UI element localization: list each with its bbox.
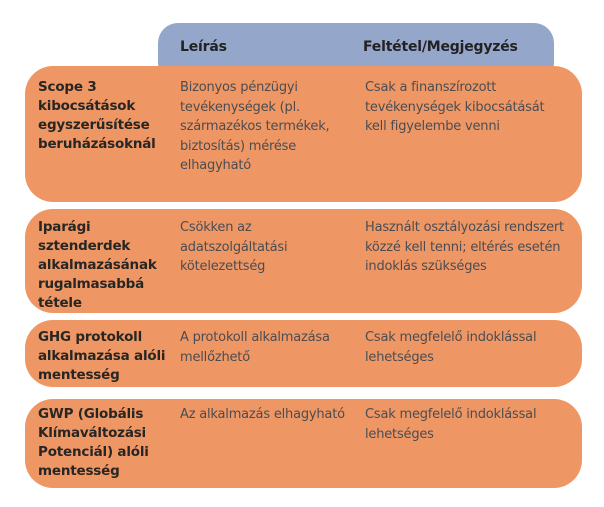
- column-header-condition: Feltétel/Megjegyzés: [363, 39, 518, 55]
- row-condition: Használt osztályozási rendszert közzé kell tenni; eltérés esetén indoklás szükséges: [365, 220, 564, 274]
- table-row: [25, 66, 582, 202]
- row-description: Az alkalmazás elhagyható: [180, 407, 345, 422]
- row-description: A protokoll alkalmazása mellőzhető: [180, 330, 330, 365]
- table-row: [25, 209, 582, 313]
- row-condition: Csak megfelelő indoklással lehetséges: [365, 407, 537, 442]
- row-condition: Csak megfelelő indoklással lehetséges: [365, 330, 537, 365]
- column-header-description: Leírás: [180, 39, 227, 55]
- table-row: [25, 399, 582, 488]
- table-row: [25, 320, 582, 387]
- row-description: Csökken az adatszolgáltatási kötelezettség: [180, 220, 288, 274]
- row-description: Bizonyos pénzügyi tevékenységek (pl. származékos termékek, biztosítás) mérése elhagyható: [180, 80, 330, 173]
- row-title: Iparági sztenderdek alkalmazásának rugalmasabbá tétele: [38, 219, 157, 311]
- row-title: GWP (Globális Klímaváltozási Potenciál) alóli mentesség: [38, 406, 149, 479]
- row-title: Scope 3 kibocsátások egyszerűsítése beruházásoknál: [38, 79, 156, 152]
- row-condition: Csak a finanszírozott tevékenységek kibocsátását kell figyelembe venni: [365, 80, 545, 134]
- row-title: GHG protokoll alkalmazása alóli mentesség: [38, 329, 166, 383]
